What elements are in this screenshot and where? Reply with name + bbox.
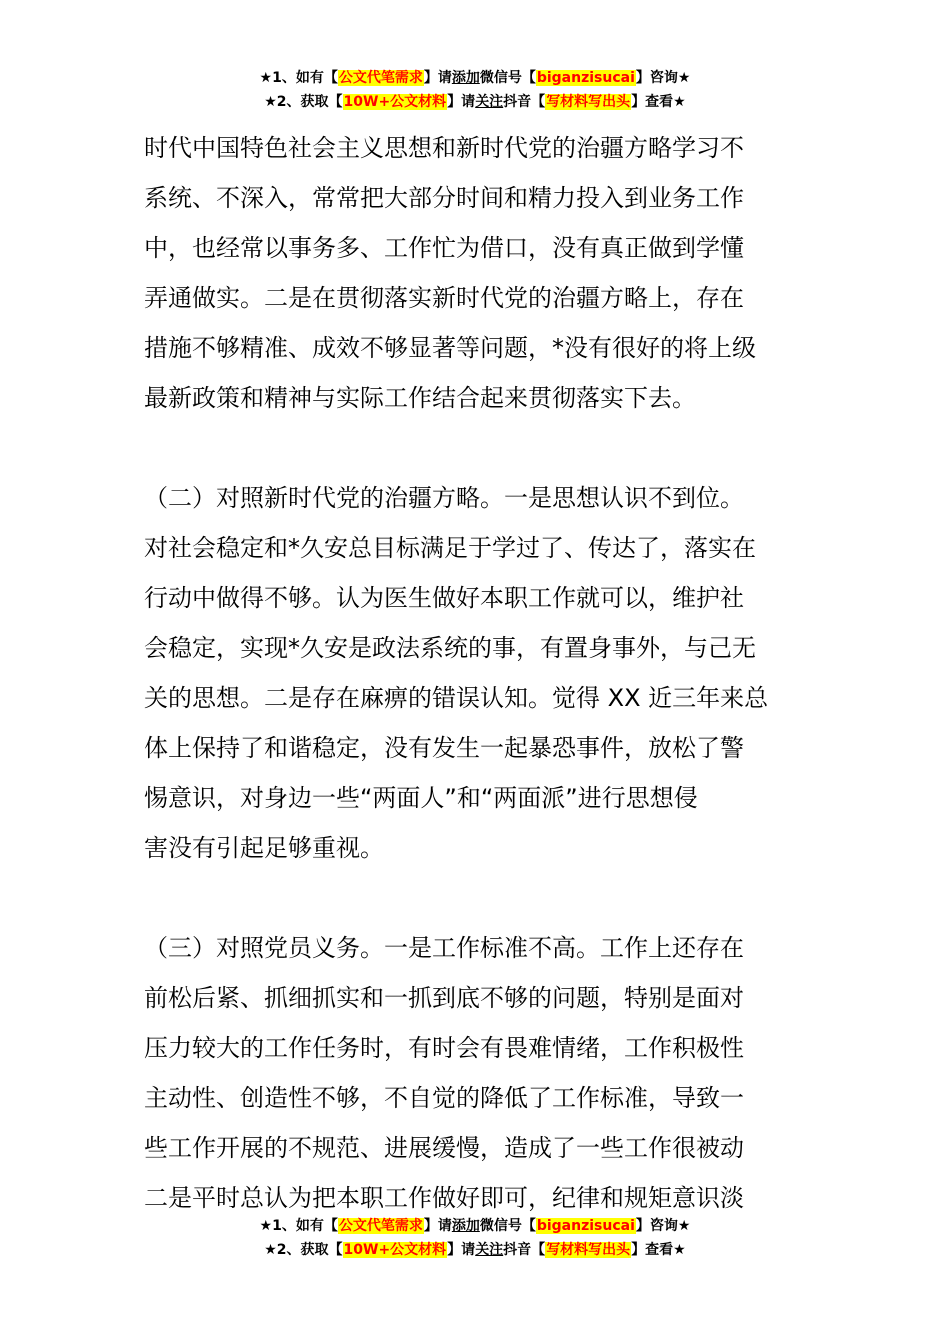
text-line: （二）对照新时代党的治疆方略。一是思想认识不到位。	[144, 484, 744, 512]
text-line: 行动中做得不够。认为医生做好本职工作就可以，维护社	[144, 584, 744, 612]
paragraph-spacer	[144, 873, 808, 923]
text-line: 主动性、创造性不够，不自觉的降低了工作标准，导致一	[144, 1084, 744, 1112]
banner-text: ★2、获取【	[264, 1242, 343, 1258]
banner-text: ★1、如有【	[259, 70, 338, 86]
banner-highlight: 10W+公文材料	[343, 94, 447, 110]
banner-text: ★1、如有【	[259, 1218, 338, 1234]
header-banner	[0, 66, 950, 114]
text-line: 害没有引起足够重视。	[144, 834, 384, 862]
text-line: 时代中国特色社会主义思想和新时代党的治疆方略学习不	[144, 134, 744, 162]
banner-underlined: 添加	[451, 70, 480, 86]
banner-highlight: 写材料写出头	[546, 1242, 631, 1258]
text-line: 中，也经常以事务多、工作忙为借口，没有真正做到学懂	[144, 234, 744, 262]
text-line: 惕意识，对身边一些“两面人”和“两面派”进行思想侵	[144, 784, 698, 812]
text-line: （三）对照党员义务。一是工作标准不高。工作上还存在	[144, 934, 744, 962]
text-line: 系统、不深入，常常把大部分时间和精力投入到业务工作	[144, 184, 744, 212]
banner-line-1	[0, 66, 950, 90]
banner-highlight: 公文代笔需求	[338, 1218, 423, 1234]
text-line: 会稳定，实现*久安是政法系统的事，有置身事外，与己无	[144, 634, 756, 662]
banner-highlight: 写材料写出头	[546, 94, 631, 110]
banner-text: 微信号【	[479, 1218, 536, 1234]
banner-text: 】咨询★	[635, 1218, 691, 1234]
text-line: 对社会稳定和*久安总目标满足于学过了、传达了，落实在	[144, 534, 756, 562]
text-line: 关的思想。二是存在麻痹的错误认知。觉得 XX 近三年来总	[144, 684, 769, 712]
text-line: 压力较大的工作任务时，有时会有畏难情绪，工作积极性	[144, 1034, 744, 1062]
banner-highlight: 公文代笔需求	[338, 70, 423, 86]
paragraph-3	[144, 923, 808, 1223]
banner-underlined: 添加	[451, 1218, 480, 1234]
banner-text: 】请	[423, 1218, 452, 1234]
text-line: 弄通做实。二是在贯彻落实新时代党的治疆方略上，存在	[144, 284, 744, 312]
banner-text: ★2、获取【	[264, 94, 343, 110]
banner-text: 微信号【	[479, 70, 536, 86]
paragraph-2	[144, 473, 808, 873]
banner-text: 】请	[423, 70, 452, 86]
paragraph-1	[144, 123, 808, 423]
banner-text: 】请	[447, 1242, 476, 1258]
text-line: 二是平时总认为把本职工作做好即可，纪律和规矩意识淡	[144, 1184, 744, 1212]
paragraph-spacer	[144, 423, 808, 473]
banner-highlight: 10W+公文材料	[343, 1242, 447, 1258]
banner-line-2	[0, 1238, 950, 1262]
banner-text: 】查看★	[631, 94, 686, 110]
banner-text: 】查看★	[631, 1242, 686, 1258]
footer-banner	[0, 1214, 950, 1262]
banner-underlined: 关注	[475, 1242, 504, 1258]
text-line: 最新政策和精神与实际工作结合起来贯彻落实下去。	[144, 384, 696, 412]
text-line: 体上保持了和谐稳定，没有发生一起暴恐事件，放松了警	[144, 734, 744, 762]
text-line: 措施不够精准、成效不够显著等问题，*没有很好的将上级	[144, 334, 756, 362]
banner-line-2	[0, 90, 950, 114]
banner-text: 抖音【	[503, 94, 546, 110]
banner-wechat-id: biganzisucai	[536, 1218, 635, 1234]
banner-wechat-id: biganzisucai	[536, 70, 635, 86]
banner-underlined: 关注	[475, 94, 504, 110]
document-body	[144, 123, 808, 1223]
banner-text: 抖音【	[503, 1242, 546, 1258]
banner-text: 】咨询★	[635, 70, 691, 86]
banner-text: 】请	[447, 94, 476, 110]
text-line: 前松后紧、抓细抓实和一抓到底不够的问题，特别是面对	[144, 984, 744, 1012]
text-line: 些工作开展的不规范、进展缓慢，造成了一些工作很被动	[144, 1134, 744, 1162]
banner-line-1	[0, 1214, 950, 1238]
